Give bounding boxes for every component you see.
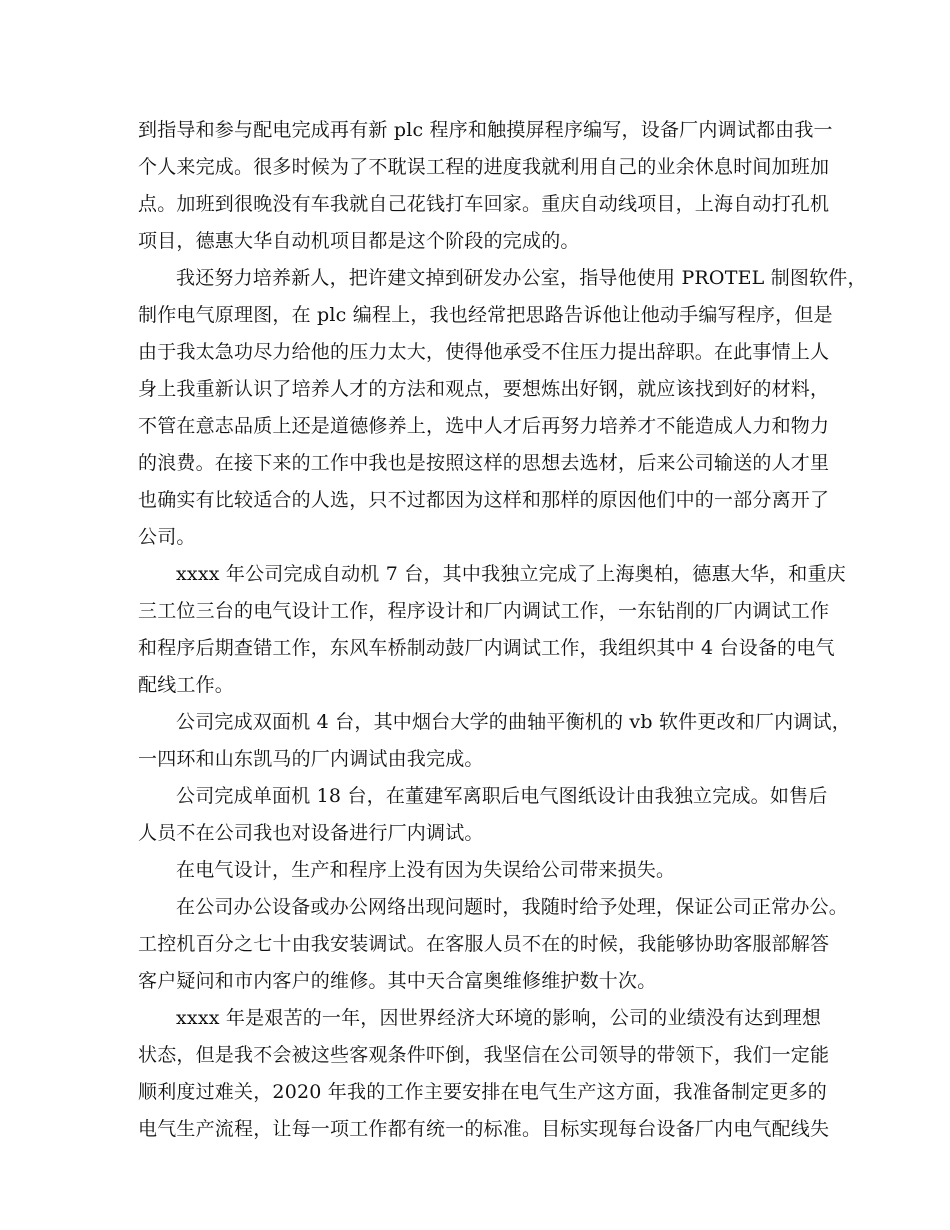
text-line: 电气生产流程，让每一项工作都有统一的标准。目标实现每台设备厂内电气配线失 — [138, 1118, 830, 1140]
paragraph-first-line: 公司完成单面机 18 台，在董建军离职后电气图纸设计由我独立完成。如售后 — [176, 785, 828, 807]
text-line: 工控机百分之七十由我安装调试。在客服人员不在的时候，我能够协助客服部解答 — [138, 933, 830, 955]
text-line: 到指导和参与配电完成再有新 plc 程序和触摸屏程序编写，设备厂内调试都由我一 — [138, 119, 833, 141]
paragraph-first-line: 在公司办公设备或办公网络出现问题时，我随时给予处理，保证公司正常办公。 — [176, 896, 849, 918]
paragraph-first-line: 我还努力培养新人，把许建文掉到研发办公室，指导他使用 PROTEL 制图软件， — [176, 267, 867, 289]
text-line: 和程序后期查错工作，东风车桥制动鼓厂内调试工作，我组织其中 4 台设备的电气 — [138, 637, 835, 659]
text-line: 公司。 — [138, 526, 196, 548]
text-line: 个人来完成。很多时候为了不耽误工程的进度我就利用自己的业余休息时间加班加 — [138, 156, 830, 178]
text-line: 客户疑问和市内客户的维修。其中天合富奥维修维护数十次。 — [138, 970, 657, 992]
paragraph-first-line: xxxx 年公司完成自动机 7 台，其中我独立完成了上海奥柏，德惠大华，和重庆 — [176, 563, 846, 585]
text-line: 一四环和山东凯马的厂内调试由我完成。 — [138, 748, 484, 770]
text-line: 顺利度过难关，2020 年我的工作主要安排在电气生产这方面，我准备制定更多的 — [138, 1081, 827, 1103]
text-line: 项目，德惠大华自动机项目都是这个阶段的完成的。 — [138, 230, 580, 252]
text-line: 不管在意志品质上还是道德修养上，选中人才后再努力培养才不能造成人力和物力 — [138, 415, 830, 437]
paragraph-first-line: 公司完成双面机 4 台，其中烟台大学的曲轴平衡机的 vb 软件更改和厂内调试， — [176, 711, 851, 733]
text-line: 制作电气原理图，在 plc 编程上，我也经常把思路告诉他让他动手编写程序，但是 — [138, 304, 833, 326]
text-line: 的浪费。在接下来的工作中我也是按照这样的思想去选材，后来公司输送的人才里 — [138, 452, 830, 474]
text-line: 身上我重新认识了培养人才的方法和观点，要想炼出好钢，就应该找到好的材料， — [138, 378, 830, 400]
text-line: 三工位三台的电气设计工作，程序设计和厂内调试工作，一东钻削的厂内调试工作 — [138, 600, 830, 622]
paragraph-first-line: 在电气设计，生产和程序上没有因为失误给公司带来损失。 — [176, 859, 676, 881]
text-line: 配线工作。 — [138, 674, 235, 696]
paragraph-first-line: xxxx 年是艰苦的一年，因世界经济大环境的影响，公司的业绩没有达到理想 — [176, 1007, 822, 1029]
text-line: 点。加班到很晚没有车我就自己花钱打车回家。重庆自动线项目，上海自动打孔机 — [138, 193, 830, 215]
text-line: 人员不在公司我也对设备进行厂内调试。 — [138, 822, 484, 844]
text-line: 状态，但是我不会被这些客观条件吓倒，我坚信在公司领导的带领下，我们一定能 — [138, 1044, 830, 1066]
text-line: 由于我太急功尽力给他的压力太大，使得他承受不住压力提出辞职。在此事情上人 — [138, 341, 830, 363]
text-line: 也确实有比较适合的人选，只不过都因为这样和那样的原因他们中的一部分离开了 — [138, 489, 830, 511]
